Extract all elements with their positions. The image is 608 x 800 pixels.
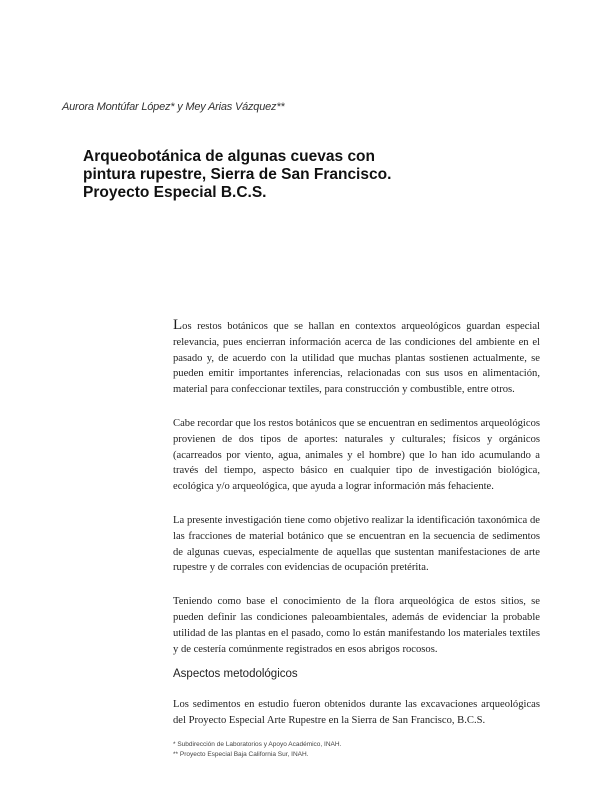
title-line-3: Proyecto Especial B.C.S. (83, 184, 267, 201)
footnote-1: * Subdirección de Laboratorios y Apoyo Académico, INAH. (173, 741, 342, 748)
title-line-2: pintura rupestre, Sierra de San Francisco. (83, 166, 392, 183)
paragraph-2: Cabe recordar que los restos botánicos que se encuentran en sedimentos arqueológicos provienen de dos tipos de aportes: naturales y culturales; físicos y orgánicos (acarreados por viento, agua, animales y el hombre) que lo han ido acumulando a través del tiempo, aspecto básico en cualquier tipo de investigación biológica, ecológica y/o arqueológica, que ayuda a lograr información más fehaciente. (173, 417, 540, 493)
paragraph-3: La presente investigación tiene como objetivo realizar la identificación taxonómica de las fracciones de material botánico que se encuentran en la secuencia de sedimentos de algunas cuevas, especialmente de aquellas que sustentan manifestaciones de arte rupestre y de corrales con evidencias de ocupación pretérita. (173, 514, 540, 574)
footnotes (173, 740, 473, 760)
paragraph-1: Los restos botánicos que se hallan en contextos arqueológicos guardan especial relevancia, pues encierran información acerca de las condiciones del ambiente en el pasado y, de acuerdo con la utilidad que muchas plantas sostienen actualmente, se pueden emitir importantes inferencias, relacionadas con sus usos en alimentación, material para confeccionar textiles, para construcción y combustible, entre otros. (173, 317, 540, 396)
author-line: Aurora Montúfar López* y Mey Arias Vázquez** (62, 101, 285, 113)
article-title (83, 148, 443, 202)
section-heading: Aspectos metodológicos (173, 668, 298, 681)
paragraph-4: Teniendo como base el conocimiento de la flora arqueológica de estos sitios, se pueden definir las condiciones paleoambientales, además de evidenciar la probable utilidad de las plantas en el pasado, como lo están manifestando los materiales textiles y de cestería comúnmente registrados en esos abrigos rocosos. (173, 596, 540, 655)
section-paragraph: Los sedimentos en estudio fueron obtenidos durante las excavaciones arqueológicas del Proyecto Especial Arte Rupestre en la Sierra de San Francisco, B.C.S. (173, 699, 540, 726)
footnote-2: ** Proyecto Especial Baja California Sur, INAH. (173, 751, 309, 758)
title-line-1: Arqueobotánica de algunas cuevas con (83, 148, 375, 165)
article-body (173, 318, 540, 747)
